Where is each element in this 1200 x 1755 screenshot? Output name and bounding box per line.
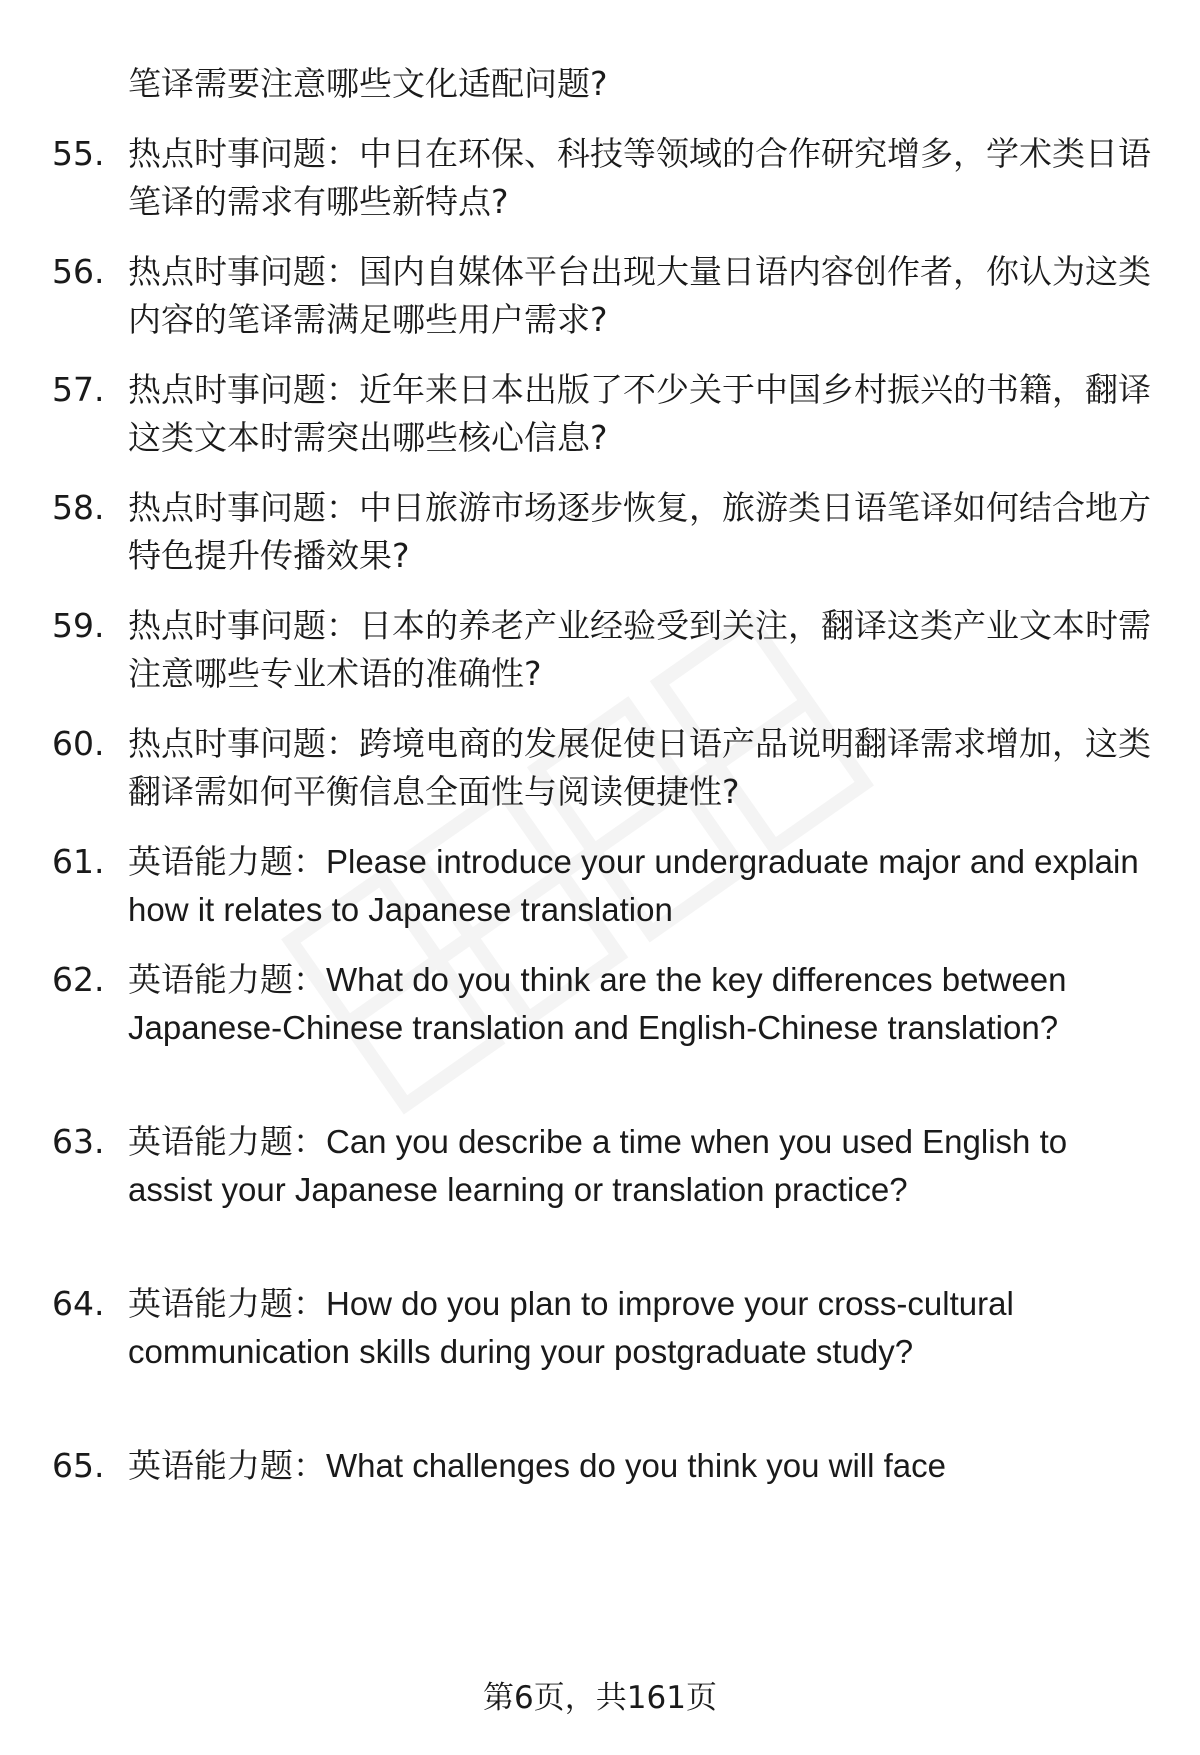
question-text: 热点时事问题：跨境电商的发展促使日语产品说明翻译需求增加，这类翻译需如何平衡信息全面性与阅读便捷性?	[128, 724, 1151, 811]
question-number: 65.	[52, 1446, 105, 1485]
question-number: 56.	[52, 252, 105, 291]
question-number: 63.	[52, 1122, 105, 1161]
question-number: 61.	[52, 842, 105, 881]
page-footer: 第6页，共161页	[483, 1680, 717, 1716]
question-number: 59.	[52, 606, 105, 645]
question-text: 热点时事问题：日本的养老产业经验受到关注，翻译这类产业文本时需注意哪些专业术语的准确性?	[128, 606, 1151, 693]
question-text: 英语能力题：How do you plan to improve your cross-cultural communication skills during your postgraduate study?	[128, 1285, 1014, 1370]
question-text: 热点时事问题：中日旅游市场逐步恢复，旅游类日语笔译如何结合地方特色提升传播效果?	[128, 488, 1151, 575]
question-number: 58.	[52, 488, 105, 527]
question-number: 64.	[52, 1284, 105, 1323]
question-text: 英语能力题：Can you describe a time when you used English to assist your Japanese learning or translation practice?	[128, 1123, 1068, 1208]
question-number: 60.	[52, 724, 105, 763]
question-text: 英语能力题：What challenges do you think you will face	[128, 1447, 947, 1484]
question-item	[52, 130, 1162, 226]
question-item	[52, 838, 1162, 934]
continuation-text: 笔译需要注意哪些文化适配问题?	[128, 64, 608, 103]
question-item	[52, 248, 1162, 344]
question-text: 热点时事问题：中日在环保、科技等领域的合作研究增多，学术类日语笔译的需求有哪些新特点?	[128, 134, 1151, 221]
question-text: 英语能力题：What do you think are the key differences between Japanese-Chinese translation and English-Chinese translation?	[128, 961, 1067, 1046]
question-item	[52, 1118, 1162, 1214]
question-item	[52, 484, 1162, 580]
question-item	[52, 956, 1162, 1052]
question-text: 英语能力题：Please introduce your undergraduate major and explain how it relates to Japanese translation	[128, 843, 1139, 928]
question-text: 热点时事问题：国内自媒体平台出现大量日语内容创作者，你认为这类内容的笔译需满足哪些用户需求?	[128, 252, 1151, 339]
question-item	[52, 1442, 1162, 1490]
question-item	[52, 366, 1162, 462]
question-item	[52, 602, 1162, 698]
question-item	[52, 1280, 1162, 1376]
question-number: 62.	[52, 960, 105, 999]
question-text: 热点时事问题：近年来日本出版了不少关于中国乡村振兴的书籍，翻译这类文本时需突出哪些核心信息?	[128, 370, 1151, 457]
question-item	[52, 720, 1162, 816]
question-number: 57.	[52, 370, 105, 409]
question-number: 55.	[52, 134, 105, 173]
